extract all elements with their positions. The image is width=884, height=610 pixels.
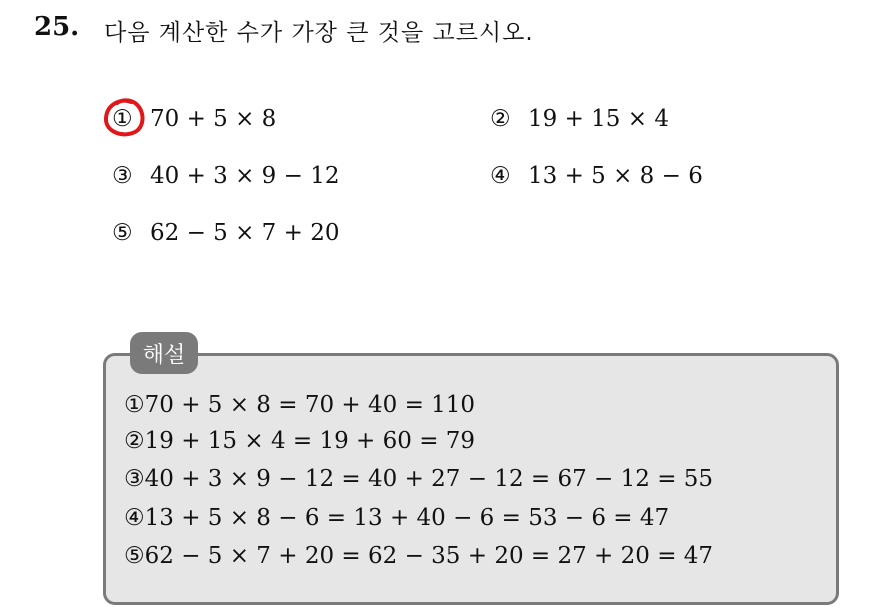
choice-marker: ④ [490, 163, 511, 189]
choice-marker: ② [490, 106, 511, 132]
choice-3[interactable] [112, 163, 339, 189]
choice-expression: 62 − 5 × 7 + 20 [150, 220, 340, 246]
solution-line-4: ④13 + 5 × 8 − 6 = 13 + 40 − 6 = 53 − 6 = 47 [124, 505, 670, 531]
solution-line-1: ①70 + 5 × 8 = 70 + 40 = 110 [124, 392, 476, 418]
solution-line-5: ⑤62 − 5 × 7 + 20 = 62 − 35 + 20 = 27 + 20 = 47 [124, 543, 714, 569]
question-text: 다음 계산한 수가 가장 큰 것을 고르시오. [104, 20, 534, 46]
choice-expression: 40 + 3 × 9 − 12 [150, 163, 340, 189]
choice-marker: ③ [112, 163, 133, 189]
choice-expression: 19 + 15 × 4 [528, 106, 669, 132]
choice-5[interactable] [112, 220, 339, 246]
choice-1[interactable] [112, 106, 276, 132]
question-number: 25. [34, 12, 80, 42]
choice-marker: ⑤ [112, 220, 133, 246]
choice-expression: 70 + 5 × 8 [150, 106, 277, 132]
solution-line-2: ②19 + 15 × 4 = 19 + 60 = 79 [124, 428, 476, 454]
choice-4[interactable] [490, 163, 703, 189]
choice-2[interactable] [490, 106, 669, 132]
choice-marker: ① [112, 106, 133, 132]
solution-tab: 해설 [130, 332, 198, 374]
choice-expression: 13 + 5 × 8 − 6 [528, 163, 703, 189]
solution-line-3: ③40 + 3 × 9 − 12 = 40 + 27 − 12 = 67 − 12 = 55 [124, 466, 714, 492]
